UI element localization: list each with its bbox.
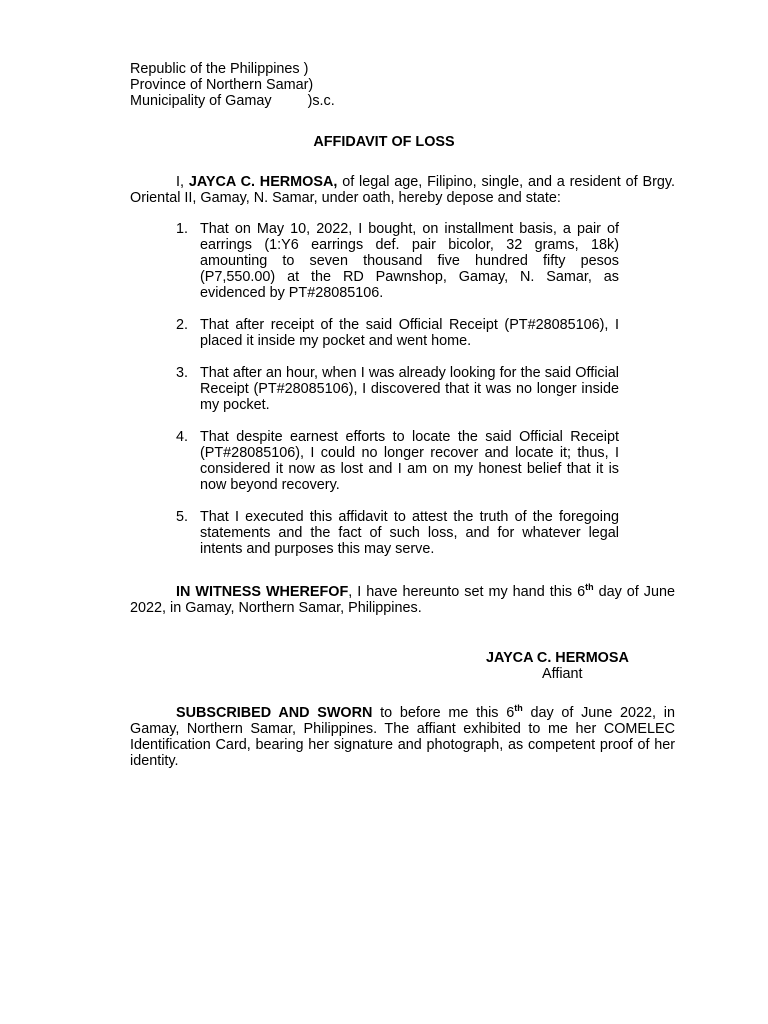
witness-ordinal: th <box>585 582 594 593</box>
venue-municipality-label: Municipality of Gamay <box>130 93 272 109</box>
signer-name: JAYCA C. HERMOSA <box>486 650 629 666</box>
venue-line-republic: Republic of the Philippines ) <box>130 61 309 77</box>
statement-number: 5. <box>176 509 189 525</box>
statement-item <box>176 429 619 493</box>
witness-heading: IN WITNESS WHEREFOF <box>176 584 349 600</box>
statement-number: 4. <box>176 429 189 445</box>
jurat-paragraph <box>130 705 675 769</box>
statement-text: That after an hour, when I was already looking for the said Official Receipt (PT#28085106), I discovered that it was no longer inside my pocket. <box>200 365 619 413</box>
statement-item <box>176 509 619 557</box>
venue-sc-mark: )s.c. <box>307 93 335 109</box>
affiant-name-intro: JAYCA C. HERMOSA, <box>188 174 338 190</box>
jurat-heading: SUBSCRIBED AND SWORN <box>176 705 373 721</box>
statement-item <box>176 317 619 349</box>
jurat-ordinal: th <box>514 703 523 714</box>
intro-prefix: I, <box>176 174 189 190</box>
statement-text: That after receipt of the said Official Receipt (PT#28085106), I placed it inside my pocket and went home. <box>200 317 619 349</box>
statement-number: 3. <box>176 365 189 381</box>
witness-text-2: day of June 2022, in Gamay, Northern Samar, Philippines. <box>130 584 675 616</box>
jurat-text-1: to before me this 6 <box>372 705 515 721</box>
witness-text-1: , I have hereunto set my hand this 6 <box>348 584 586 600</box>
jurat-text-2: day of June 2022, in Gamay, Northern Samar, Philippines. The affiant exhibited to me her COMELEC Identification Card, bearing her signature and photograph, as competent proof of her identity. <box>130 705 675 769</box>
statement-item <box>176 365 619 413</box>
venue-line-municipality <box>130 93 335 109</box>
statement-text: That I executed this affidavit to attest the truth of the foregoing statements and the fact of such loss, and for whatever legal intents and purposes this may serve. <box>200 509 619 557</box>
statement-text: That on May 10, 2022, I bought, on installment basis, a pair of earrings (1:Y6 earrings def. pair bicolor, 32 grams, 18k) amounting to seven thousand five hundred fifty pesos (P7,550.00) at the RD Pawnshop, Gamay, N. Samar, as evidenced by PT#28085106. <box>200 221 619 301</box>
statement-number: 2. <box>176 317 189 333</box>
document-title: AFFIDAVIT OF LOSS <box>313 134 455 150</box>
witness-paragraph <box>130 584 675 616</box>
venue-line-province: Province of Northern Samar) <box>130 77 314 93</box>
signer-role: Affiant <box>542 666 583 682</box>
statement-item <box>176 221 619 301</box>
statement-number: 1. <box>176 221 189 237</box>
intro-text: of legal age, Filipino, single, and a resident of Brgy. Oriental II, Gamay, N. Samar, under oath, hereby depose and state: <box>130 174 675 206</box>
venue-block <box>130 61 335 109</box>
statement-text: That despite earnest efforts to locate the said Official Receipt (PT#28085106), I could no longer recover and locate it; thus, I considered it now as lost and I am on my honest belief that it is now beyond recovery. <box>200 429 619 493</box>
intro-paragraph <box>130 174 675 206</box>
statement-list <box>176 221 619 573</box>
